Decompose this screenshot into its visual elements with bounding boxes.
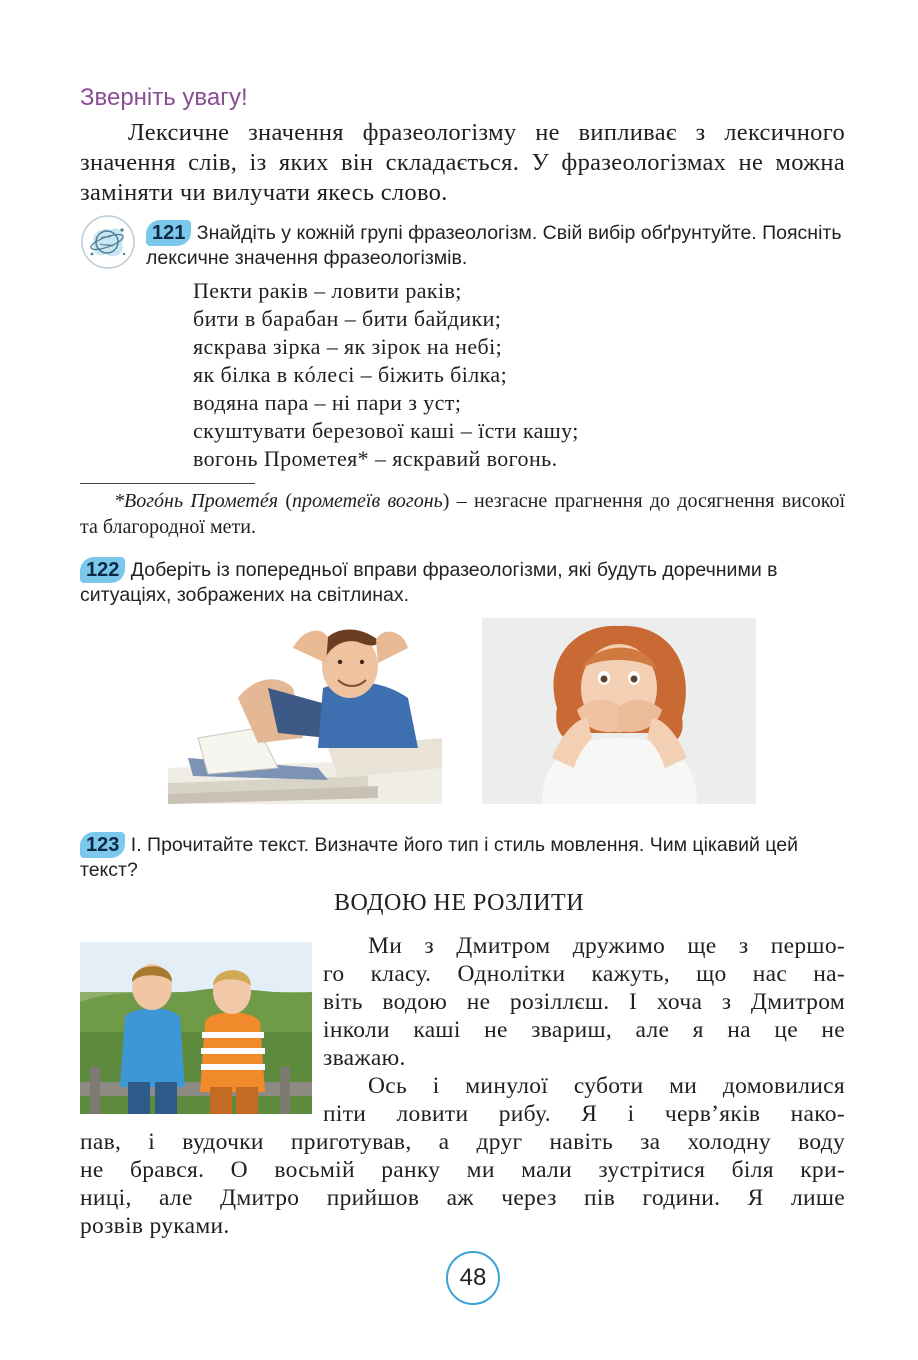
task-instruction: І. Прочитайте текст. Визначте його тип і стиль мовлення. Чим цікавий цей текст? bbox=[80, 834, 798, 881]
list-item: яскрава зірка – як зірок на небі; bbox=[193, 334, 503, 359]
footnote: *Вогóнь Прометéя (прометеїв вогонь) – незгасне прагнення до досягнення високої та благородної мети. bbox=[80, 490, 846, 538]
story-line: пав, і вудочки приготував, а друг навіть за холодну воду bbox=[80, 1129, 845, 1155]
task-number-badge: 121 bbox=[146, 220, 191, 246]
photo-silent-girl bbox=[482, 618, 756, 804]
story-line: розвів руками. bbox=[80, 1213, 230, 1239]
footnote-definition: – незгасне прагнення до досягнення високої та благородної мети. bbox=[80, 490, 846, 538]
story-line: зважаю. bbox=[323, 1045, 406, 1071]
footnote-alt: прометеїв вогонь bbox=[292, 490, 443, 512]
task-121 bbox=[146, 220, 846, 270]
story-line: Ось і минулої суботи ми домовилися bbox=[368, 1073, 845, 1099]
story-line: інколи каші не звариш, але я на це не bbox=[323, 1017, 845, 1043]
photo-two-friends bbox=[80, 942, 312, 1114]
story-title: ВОДОЮ НЕ РОЗЛИТИ bbox=[333, 890, 585, 916]
story-line: не брався. О восьмій ранку ми мали зустрітися біля кри- bbox=[80, 1157, 845, 1183]
story-line: піти ловити рибу. Я і черв’яків нако- bbox=[323, 1101, 845, 1127]
task-122 bbox=[80, 557, 846, 607]
globe-icon bbox=[80, 214, 136, 270]
story-line: віть водою не розіллєш. І хоча з Дмитром bbox=[323, 989, 845, 1015]
photo-lazy-boy bbox=[168, 618, 442, 804]
story-line: ниці, але Дмитро прийшов аж через пів години. Я лише bbox=[80, 1185, 845, 1211]
task-number-badge: 122 bbox=[80, 557, 125, 583]
list-item: Пекти раків – ловити раків; bbox=[193, 278, 462, 303]
footnote-divider bbox=[80, 483, 255, 484]
task-instruction: Доберіть із попередньої вправи фразеологізми, які будуть доречними в ситуаціях, зображених на світлинах. bbox=[80, 559, 778, 606]
task-instruction: Знайдіть у кожній групі фразеологізм. Свій вибір обґрунтуйте. Поясніть лексичне значення фразеологізмів. bbox=[146, 222, 842, 269]
footnote-term: *Вогóнь Прометéя bbox=[114, 490, 279, 512]
task-number-badge: 123 bbox=[80, 832, 125, 858]
list-item: як білка в кóлесі – біжить білка; bbox=[193, 362, 508, 387]
list-item: скуштувати березової каші – їсти кашу; bbox=[193, 418, 579, 443]
rule-text: Лексичне значення фразеологізму не випливає з лексичного значення слів, із яких він складається. У фразеологізмах не можна заміняти чи вилучати якесь слово. bbox=[80, 119, 845, 206]
list-item: бити в барабан – бити байдики; bbox=[193, 306, 502, 331]
list-item: вогонь Прометея* – яскравий вогонь. bbox=[193, 446, 558, 471]
phrase-pairs-list bbox=[193, 277, 579, 473]
story-line: го класу. Однолітки кажуть, що нас на- bbox=[323, 961, 845, 987]
story-line: Ми з Дмитром дружимо ще з першо- bbox=[368, 933, 845, 959]
task-123 bbox=[80, 832, 846, 882]
list-item: водяна пара – ні пари з уст; bbox=[193, 390, 462, 415]
page-number: 48 bbox=[446, 1251, 500, 1305]
note-title: Зверніть увагу! bbox=[80, 84, 248, 111]
